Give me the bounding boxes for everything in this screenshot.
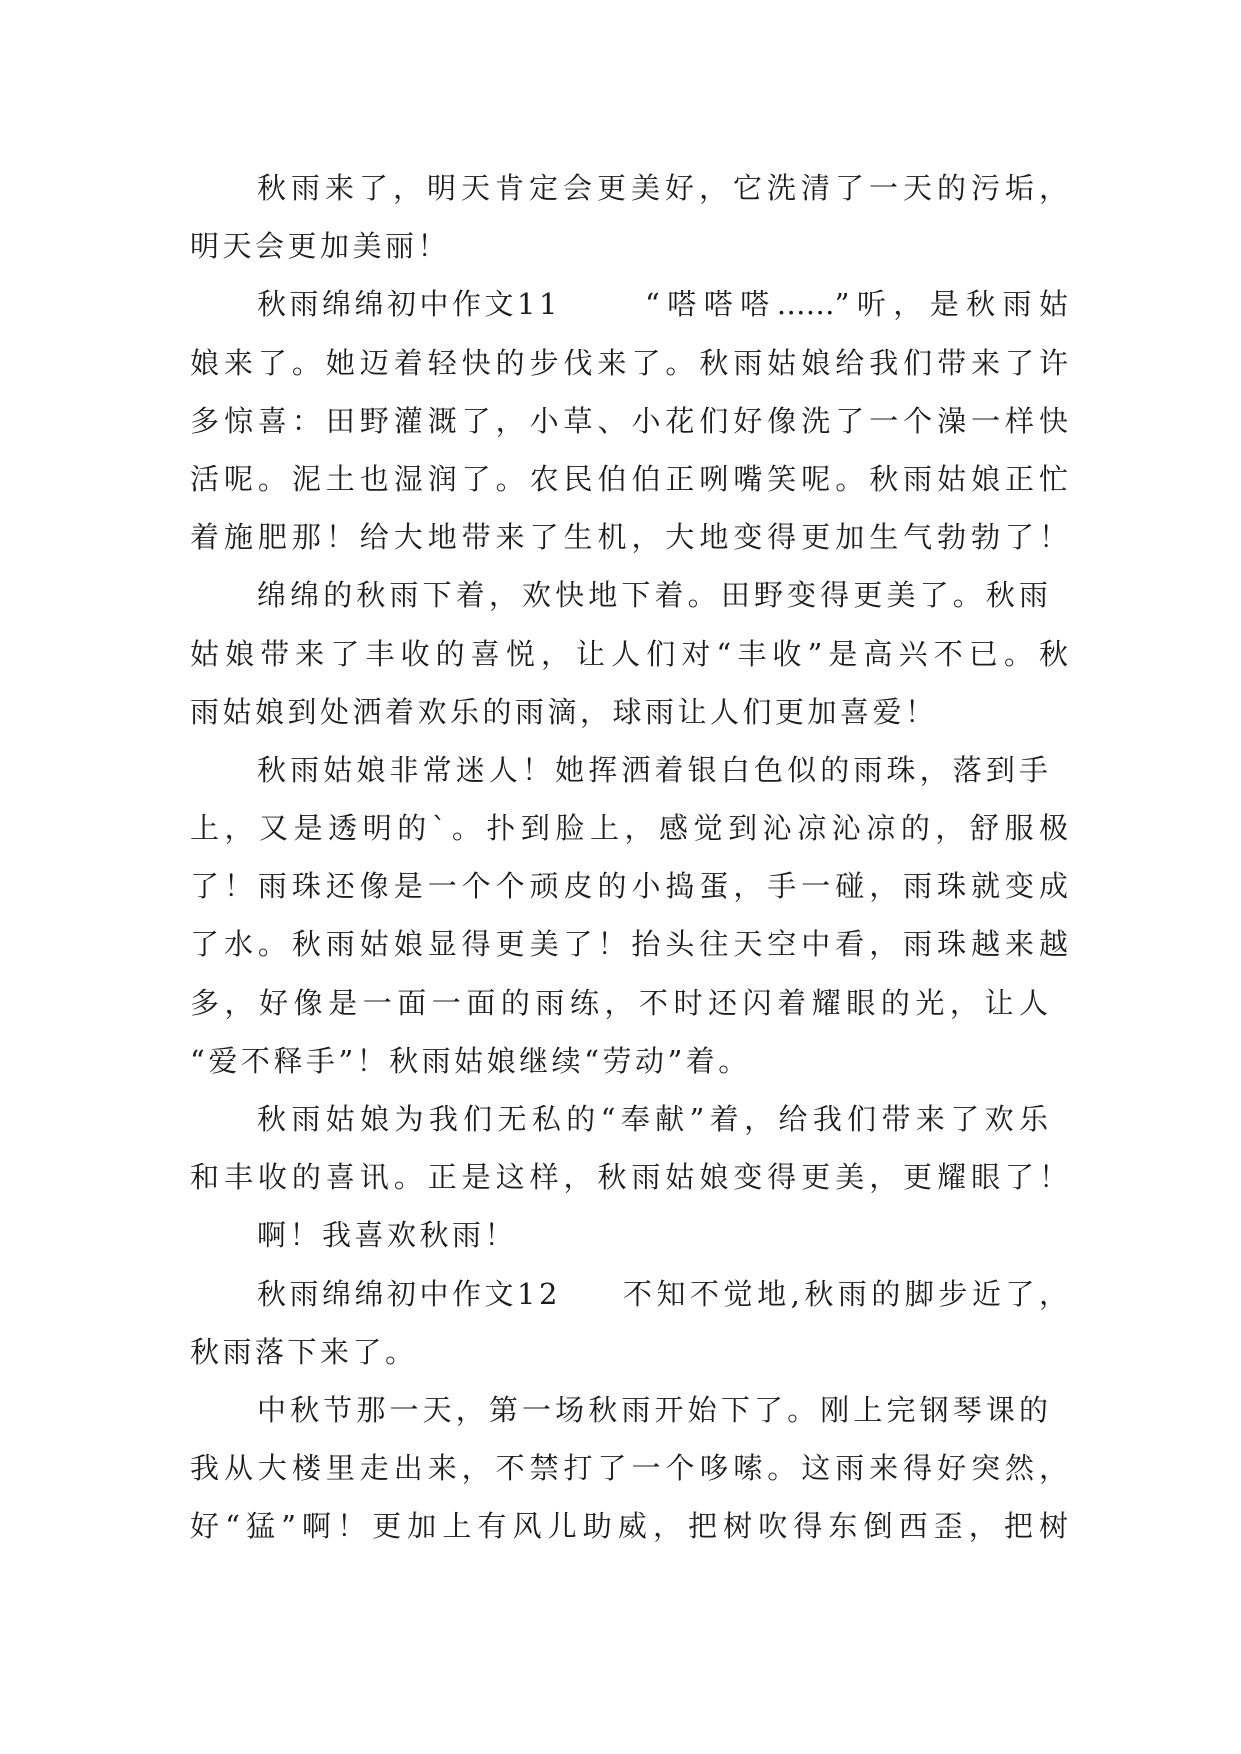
text-line: 秋雨落下来了。 (190, 1334, 418, 1369)
text-line: 秋雨姑娘非常迷人！她挥洒着银白色似的雨珠，落到手 (257, 752, 1048, 787)
text-line: 明天会更加美丽！ (190, 229, 451, 264)
text-line: 秋雨来了，明天肯定会更美好，它洗清了一天的污垢， (257, 171, 1068, 205)
text-line: 了水。秋雨姑娘显得更美了！抬头往天空中看，雨珠越来越 (190, 927, 1068, 962)
essay-heading: 秋雨绵绵初中作文11 (257, 287, 561, 322)
text-line: 上，又是透明的`。扑到脸上，感觉到沁凉沁凉的，舒服极 (190, 811, 1068, 846)
text-line: 我从大楼里走出来，不禁打了一个哆嗦。这雨来得好突然， (190, 1451, 1068, 1486)
text-line: 好“猛”啊！更加上有风儿助威，把树吹得东倒西歪，把树 (190, 1509, 1068, 1544)
essay-title-row (190, 1265, 1068, 1323)
text-line: 啊！我喜欢秋雨！ (257, 1218, 518, 1253)
text-line: 秋雨姑娘为我们无私的“奉献”着，给我们带来了欢乐 (257, 1102, 1048, 1136)
text-line: “嗒嗒嗒……”听，是秋雨姑 (645, 287, 1068, 322)
text-line: 和丰收的喜讯。正是这样，秋雨姑娘变得更美，更耀眼了！ (190, 1160, 1068, 1195)
body-text (190, 159, 1068, 1556)
text-line: 不知不觉地,秋雨的脚步近了， (623, 1276, 1068, 1311)
text-line: 绵绵的秋雨下着，欢快地下着。田野变得更美了。秋雨 (257, 578, 1048, 613)
essay-title-row (190, 275, 1068, 333)
text-line: 雨姑娘到处洒着欢乐的雨滴，球雨让人们更加喜爱！ (190, 694, 938, 729)
text-line: 中秋节那一天，第一场秋雨开始下了。刚上完钢琴课的 (257, 1392, 1048, 1427)
text-line: 娘来了。她迈着轻快的步伐来了。秋雨姑娘给我们带来了许 (190, 345, 1068, 380)
text-line: 多，好像是一面一面的雨练，不时还闪着耀眼的光，让人 (190, 985, 1048, 1020)
text-line: 了！雨珠还像是一个个顽皮的小捣蛋，手一碰，雨珠就变成 (190, 869, 1068, 904)
text-line: 姑娘带来了丰收的喜悦，让人们对“丰收”是高兴不已。秋 (190, 636, 1068, 671)
text-line: 活呢。泥土也湿润了。农民伯伯正咧嘴笑呢。秋雨姑娘正忙 (190, 461, 1068, 496)
text-line: 多惊喜：田野灌溉了，小草、小花们好像洗了一个澡一样快 (190, 403, 1068, 438)
text-line: “爱不释手”！秋雨姑娘继续“劳动”着。 (190, 1043, 751, 1078)
essay-heading: 秋雨绵绵初中作文12 (257, 1276, 561, 1311)
text-line: 着施肥那！给大地带来了生机，大地变得更加生气勃勃了！ (190, 520, 1068, 555)
